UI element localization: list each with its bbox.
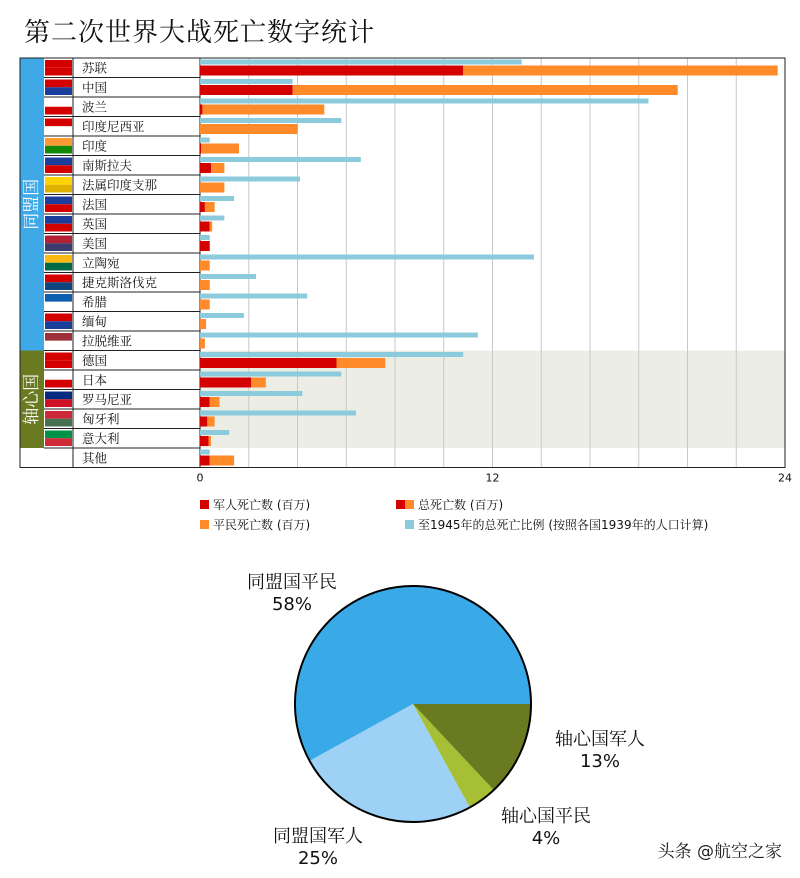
country-label: 匈牙利: [82, 411, 120, 427]
pie-label-axis-civilian-pct: 4%: [531, 828, 561, 849]
pie-label-axis-civilian-name: 轴心国平民: [501, 806, 591, 827]
flag-icon: [45, 321, 72, 329]
military-bar: [200, 417, 207, 427]
country-label: 日本: [82, 372, 108, 388]
flag-icon: [45, 177, 72, 185]
country-label: 波兰: [82, 99, 108, 115]
ratio-bar: [200, 333, 478, 338]
civilian-bar: [200, 183, 224, 193]
country-label: 立陶宛: [82, 255, 120, 271]
military-bar: [200, 358, 337, 368]
flag-icon: [45, 419, 72, 427]
legend-civilian-swatch: [200, 520, 209, 529]
pie-label-allied-military-pct: 25%: [297, 848, 338, 869]
flag-icon: [45, 314, 72, 322]
ratio-bar: [200, 352, 463, 357]
legend-total: [396, 496, 503, 513]
military-bar: [200, 436, 209, 446]
group-label: 同盟国: [22, 178, 42, 230]
flag-icon: [45, 372, 72, 380]
military-bar: [200, 66, 463, 76]
legend-military-swatch: [200, 500, 209, 509]
legend-ratio-swatch: [405, 520, 414, 529]
pie-label-allied-military: [258, 826, 378, 870]
legend-total-label: 总死亡数 (百万): [418, 498, 504, 512]
ratio-bar: [200, 411, 356, 416]
civilian-bar: [200, 319, 206, 329]
country-label: 其他: [82, 450, 108, 466]
military-bar: [200, 163, 211, 173]
civilian-bar: [207, 417, 214, 427]
flag-icon: [45, 185, 72, 193]
group-label: 轴心国: [22, 373, 42, 425]
military-bar: [200, 222, 210, 232]
legend-ratio-label: 至1945年的总死亡比例 (按照各国1939年的人口计算): [418, 518, 709, 532]
civilian-bar: [200, 300, 210, 310]
ratio-bar: [200, 216, 224, 221]
death-bar-chart: [0, 52, 800, 492]
country-label: 苏联: [82, 60, 108, 76]
legend-total-swatch-orange: [405, 500, 414, 509]
flag-icon: [45, 302, 72, 310]
country-label: 罗马尼亚: [82, 391, 133, 407]
flag-icon: [45, 99, 72, 107]
civilian-bar: [210, 397, 220, 407]
ratio-bar: [200, 430, 229, 435]
country-label: 英国: [82, 216, 108, 232]
military-bar: [200, 241, 210, 251]
country-label: 希腊: [82, 294, 108, 310]
ratio-bar: [200, 274, 256, 279]
civilian-bar: [209, 436, 211, 446]
country-label: 德国: [82, 352, 108, 368]
ratio-bar: [200, 391, 302, 396]
military-bar: [200, 85, 293, 95]
flag-icon: [45, 255, 72, 263]
civilian-bar: [200, 280, 210, 290]
civilian-bar: [210, 222, 212, 232]
flag-icon: [45, 80, 72, 88]
flag-icon: [45, 282, 72, 290]
legend-ratio: [405, 516, 708, 533]
watermark: 头条 @航空之家: [657, 842, 782, 862]
civilian-bar: [337, 358, 386, 368]
civilian-bar: [200, 339, 205, 349]
pie-label-axis-military: [540, 729, 660, 773]
flag-icon: [45, 243, 72, 251]
flag-icon: [45, 450, 72, 458]
ratio-bar: [200, 177, 300, 182]
country-label: 意大利: [82, 430, 120, 446]
flag-icon: [45, 158, 72, 166]
flag-icon: [45, 68, 72, 76]
country-label: 南斯拉夫: [82, 157, 133, 173]
ratio-bar: [200, 313, 244, 318]
flag-icon: [45, 360, 72, 368]
flag-icon: [45, 438, 72, 446]
country-label: 美国: [82, 235, 108, 251]
country-label: 中国: [82, 79, 108, 95]
death-pie-chart: [0, 550, 800, 850]
flag-icon: [45, 107, 72, 115]
civilian-bar: [205, 202, 215, 212]
flag-icon: [45, 392, 72, 400]
flag-icon: [45, 275, 72, 283]
ratio-bar: [200, 372, 341, 377]
ratio-bar: [200, 118, 341, 123]
pie-label-allied-civilian: [232, 572, 352, 616]
country-label: 印度尼西亚: [82, 118, 145, 134]
flag-icon: [45, 197, 72, 205]
flag-icon: [45, 380, 72, 388]
ratio-bar: [200, 294, 307, 299]
flag-icon: [45, 333, 72, 341]
flag-icon: [45, 353, 72, 361]
ratio-bar: [200, 196, 234, 201]
ratio-bar: [200, 60, 522, 65]
flag-icon: [45, 341, 72, 349]
civilian-bar: [210, 456, 234, 466]
legend-military: [200, 496, 310, 513]
civilian-bar: [200, 261, 210, 271]
x-tick-label: 0: [196, 471, 204, 485]
civilian-bar: [463, 66, 777, 76]
civilian-bar: [201, 144, 239, 154]
military-bar: [200, 456, 210, 466]
country-label: 缅甸: [82, 313, 108, 329]
flag-icon: [45, 224, 72, 232]
military-bar: [200, 397, 210, 407]
pie-label-axis-civilian: [486, 806, 606, 850]
ratio-bar: [200, 79, 293, 84]
x-tick-label: 24: [778, 471, 792, 485]
civilian-bar: [251, 378, 266, 388]
flag-icon: [45, 458, 72, 466]
ratio-bar: [200, 255, 534, 260]
military-bar: [200, 144, 201, 154]
legend-military-label: 军人死亡数 (百万): [213, 498, 311, 512]
pie-label-allied-civilian-name: 同盟国平民: [247, 572, 337, 593]
ratio-bar: [200, 99, 649, 104]
flag-icon: [45, 146, 72, 154]
pie-label-allied-civilian-pct: 58%: [271, 594, 312, 615]
legend-total-swatch-red: [396, 500, 405, 509]
flag-icon: [45, 126, 72, 134]
flag-icon: [45, 236, 72, 244]
flag-icon: [45, 399, 72, 407]
military-bar: [200, 378, 251, 388]
flag-icon: [45, 165, 72, 173]
ratio-bar: [200, 450, 210, 455]
flag-icon: [45, 138, 72, 146]
pie-label-allied-military-name: 同盟国军人: [273, 826, 363, 847]
flag-icon: [45, 411, 72, 419]
country-label: 印度: [82, 138, 108, 154]
civilian-bar: [293, 85, 678, 95]
civilian-bar: [200, 124, 298, 134]
flag-icon: [45, 431, 72, 439]
flag-icon: [45, 294, 72, 302]
country-label: 拉脱维亚: [82, 333, 133, 349]
flag-icon: [45, 216, 72, 224]
page-title: 第二次世界大战死亡数字统计: [24, 18, 376, 48]
legend-civilian-label: 平民死亡数 (百万): [213, 518, 311, 532]
pie-label-axis-military-name: 轴心国军人: [555, 729, 645, 750]
ratio-bar: [200, 157, 361, 162]
pie-label-axis-military-pct: 13%: [579, 751, 620, 772]
civilian-bar: [211, 163, 224, 173]
flag-icon: [45, 119, 72, 127]
legend-civilian: [200, 516, 310, 533]
x-tick-label: 12: [485, 471, 500, 485]
flag-icon: [45, 87, 72, 95]
country-label: 法国: [82, 196, 108, 212]
military-bar: [200, 202, 205, 212]
civilian-bar: [202, 105, 324, 115]
ratio-bar: [200, 138, 210, 143]
flag-icon: [45, 204, 72, 212]
flag-icon: [45, 263, 72, 271]
ratio-bar: [200, 235, 210, 240]
country-label: 法属印度支那: [82, 177, 158, 193]
flag-icon: [45, 60, 72, 68]
military-bar: [200, 105, 202, 115]
country-label: 捷克斯洛伐克: [82, 274, 158, 290]
